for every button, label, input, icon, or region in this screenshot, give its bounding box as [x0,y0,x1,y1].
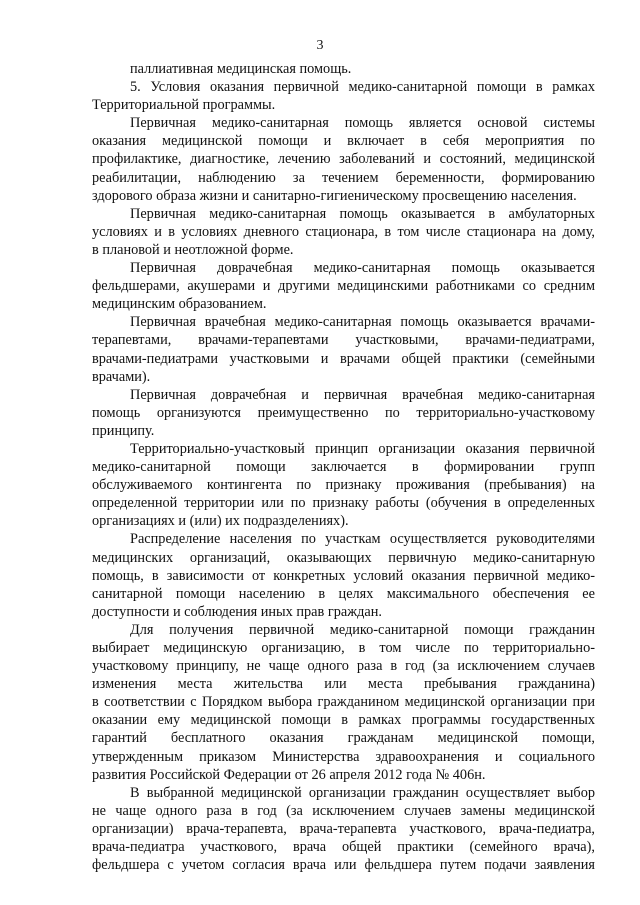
text-line: определенной территории или по признаку работы (обучения в определенных [92,495,595,512]
text-line: Территориальной программы. [92,97,276,114]
text-line: гарантий бесплатного оказания гражданам медицинской помощи, [92,730,595,747]
text-line: участковому принципу, не чаще одного раза в год (за исключением случаев [92,658,595,675]
text-line: выбирает медицинскую организацию, в том числе по территориально- [92,640,595,656]
text-line: врачами). [92,368,151,385]
text-line: Первичная доврачебная медико-санитарная помощь оказывается [130,260,595,277]
text-line: утвержденным приказом Министерства здравоохранения и социального [92,748,595,765]
text-line: доступности и соблюдения иных прав граждан. [92,603,382,620]
text-line: принципу. [92,422,155,439]
text-line: медицинских организаций, оказывающих первичную медико-санитарную [92,549,595,566]
text-line: оказания медицинской помощи и включает в себя мероприятия по [92,133,595,150]
text-line: реабилитации, наблюдению за течением беременности, формированию [92,169,595,186]
text-line: условиях и в условиях дневного стационара, в том числе стационара на дому, [92,223,595,240]
text-line: фельдшера с учетом согласия врача или фельдшера путем подачи заявления [92,857,595,874]
text-line: фельдшерами, акушерами и другими медицинскими работниками со средним [92,278,595,295]
text-line: профилактике, диагностике, лечению заболеваний и состояний, медицинской [92,151,595,168]
document-body [92,60,595,874]
text-line: медико-санитарной помощи заключается в формировании групп [92,459,595,476]
text-line: в соответствии с Порядком выбора гражданином медицинской организации при [92,694,595,711]
text-line: Для получения первичной медико-санитарной помощи гражданин [130,621,595,638]
text-line: Распределение населения по участкам осуществляется руководителями [130,531,595,548]
text-line: организациях и (или) их подразделениях). [92,513,349,530]
text-line: в плановой и неотложной форме. [92,241,294,258]
text-line: В выбранной медицинской организации гражданин осуществляет выбор [130,784,595,801]
text-line: помощь, в зависимости от конкретных условий оказания первичной медико- [92,567,595,584]
text-line: санитарной помощи населению в целях максимального обеспечения ее [92,585,595,602]
text-line: организации) врача-терапевта, врача-терапевта участкового, врача-педиатра, [92,820,595,837]
text-line: медицинским образованием. [92,296,267,313]
text-line: врача-педиатра участкового, врача общей практики (семейного врача), [92,839,595,856]
text-line: терапевтами, врачами-терапевтами участковыми, врачами-педиатрами, [92,332,595,349]
text-line: оказании ему медицинской помощи в рамках программы государственных [92,712,595,729]
text-line: Первичная врачебная медико-санитарная помощь оказывается врачами- [130,314,595,331]
text-line: Первичная доврачебная и первичная врачебная медико-санитарная [130,386,595,403]
text-line: Первичная медико-санитарная помощь оказывается в амбулаторных [130,205,595,222]
text-line: не чаще одного раза в год (за исключением случаев замены медицинской [92,802,595,819]
text-line: Территориально-участковый принцип организации оказания первичной [130,440,595,457]
text-line: Первичная медико-санитарная помощь является основой системы [130,115,595,132]
text-line: 5. Условия оказания первичной медико-санитарной помощи в рамках [130,79,595,96]
text-line: обслуживаемого контингента по признаку проживания (пребывания) на [92,477,595,494]
text-line: изменения места жительства или места пребывания гражданина) [92,676,595,693]
text-line: здорового образа жизни и санитарно-гигиеническому просвещению населения. [92,187,577,204]
text-line: помощь организуются преимущественно по территориально-участковому [92,404,595,421]
text-line: паллиативная медицинская помощь. [130,61,352,77]
page-number: 3 [316,38,324,53]
text-line: развития Российской Федерации от 26 апреля 2012 года № 406н. [92,766,486,783]
text-line: врачами-педиатрами участковыми и врачами общей практики (семейными [92,350,595,367]
